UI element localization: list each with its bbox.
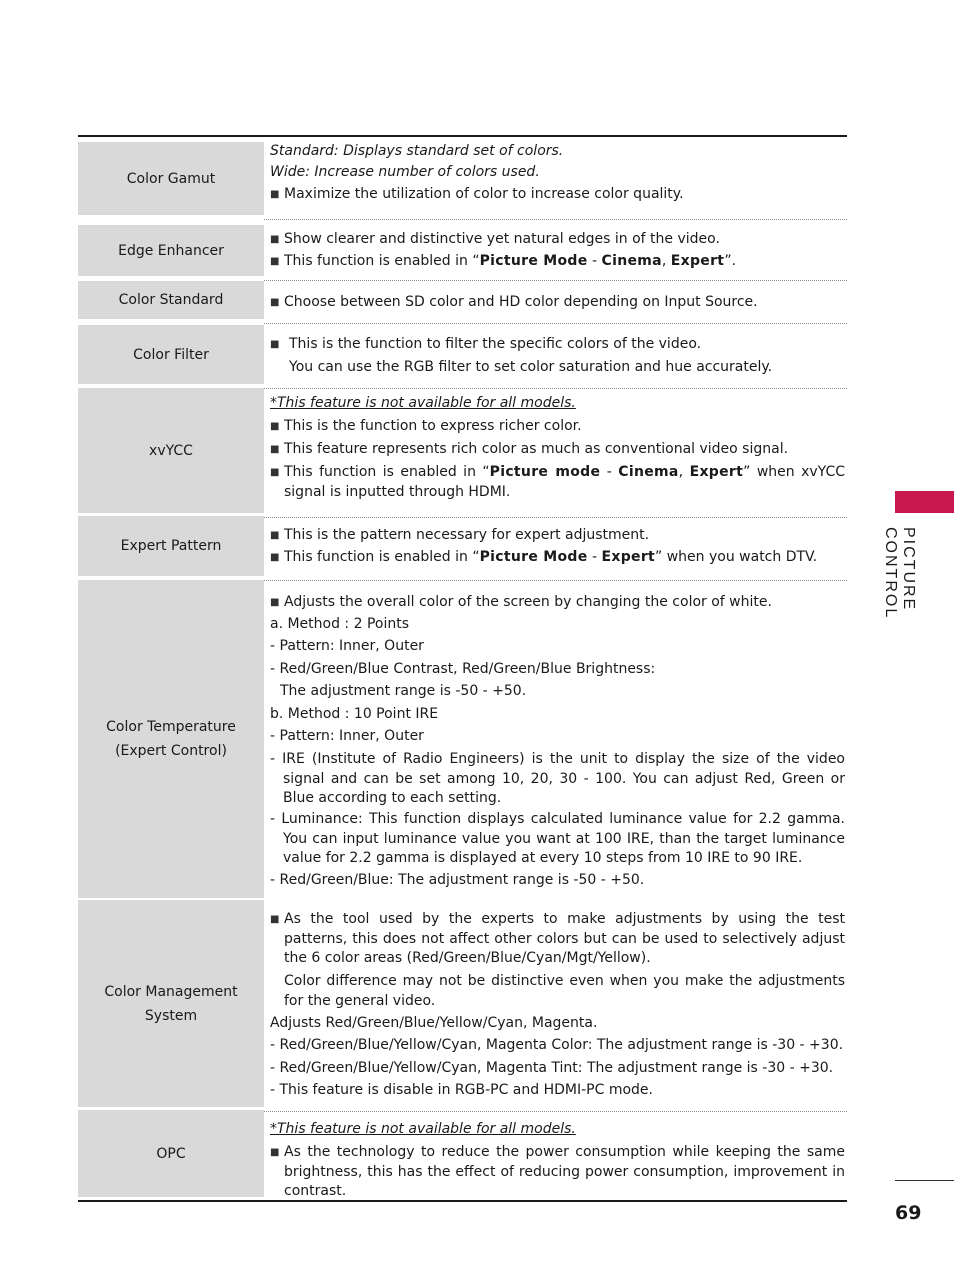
bullet-item: ■ This is the function to filter the specific colors of the video. (270, 335, 845, 355)
bullet-icon: ■ (270, 421, 280, 432)
bullet-icon: ■ (270, 467, 280, 478)
cms-adjust-text: Adjusts Red/Green/Blue/Yellow/Cyan, Magenta. (270, 1015, 598, 1031)
method-a-text: a. Method : 2 Points (270, 616, 410, 632)
row-description (270, 388, 847, 513)
row-label: xvYCC (78, 388, 264, 513)
table-bottom-rule (78, 1200, 847, 1202)
dash-item: - Red/Green/Blue/Yellow/Cyan, Magenta Color: The adjustment range is -30 - +30. (270, 1037, 844, 1053)
row-label: Color Gamut (78, 142, 264, 215)
bullet-item: ■ This feature represents rich color as much as conventional video signal. (270, 440, 845, 460)
availability-note: *This feature is not available for all models. (270, 395, 576, 411)
bullet-icon: ■ (270, 234, 280, 245)
section-tab-marker (895, 491, 954, 513)
bullet-item: ■ This function is enabled in “Picture Mode - Expert” when you watch DTV. (270, 548, 845, 568)
bullet-icon: ■ (270, 1147, 280, 1158)
bullet-icon: ■ (270, 914, 280, 925)
dash-item: - Luminance: This function displays calculated luminance value for 2.2 gamma. You can input luminance value you want at 100 IRE, than the target luminance value for 2.2 gamma is displayed at every 10 steps from 10 IRE to 90 IRE. (270, 811, 845, 866)
table-row-edge-enhancer (78, 220, 847, 281)
bullet-icon: ■ (270, 444, 280, 455)
bullet-item: ■ This is the pattern necessary for expert adjustment. (270, 526, 845, 546)
row-description (270, 325, 847, 384)
cms-note-text: Color difference may not be distinctive even when you make the adjustments for the general video. (284, 973, 845, 1009)
bullet-item: ■ This is the function to express richer color. (270, 417, 845, 437)
availability-note: *This feature is not available for all models. (270, 1121, 576, 1137)
bullet-icon: ■ (270, 297, 280, 308)
row-label: Edge Enhancer (78, 225, 264, 276)
dash-item: - IRE (Institute of Radio Engineers) is the unit to display the size of the video signal and can be set among 10, 20, 30 - 100. You can adjust Red, Green or Blue according to each setting. (270, 751, 845, 806)
bullet-icon: ■ (270, 552, 280, 563)
row-description (270, 516, 847, 576)
bullet-icon: ■ (270, 597, 280, 608)
bullet-item: ■ Show clearer and distinctive yet natural edges in of the video. (270, 230, 845, 250)
table-row-color-gamut (78, 137, 847, 220)
dash-item: - Red/Green/Blue/Yellow/Cyan, Magenta Tint: The adjustment range is -30 - +30. (270, 1060, 834, 1076)
dash-item: - Pattern: Inner, Outer (270, 728, 424, 744)
row-description (270, 142, 847, 215)
bullet-item: ■ Maximize the utilization of color to increase color quality. (270, 185, 845, 205)
page-number: 69 (895, 1202, 922, 1224)
dash-item: - Pattern: Inner, Outer (270, 638, 424, 654)
bullet-item: ■ This function is enabled in “Picture mode - Cinema, Expert” when xvYCC signal is inputted through HDMI. (270, 464, 846, 500)
table-row-opc (78, 1105, 847, 1202)
table-row-xvycc (78, 383, 847, 518)
table-row-color-temperature (78, 575, 847, 903)
row-description (270, 900, 847, 1107)
gamut-standard-text: Standard: Displays standard set of colors. (270, 143, 564, 159)
bullet-item: ■ As the technology to reduce the power consumption while keeping the same brightness, this has the effect of reducing power consumption, improvement in contrast. (270, 1144, 845, 1199)
bullet-icon: ■ (270, 339, 280, 350)
bullet-item: ■ As the tool used by the experts to make adjustments by using the test patterns, this does not affect other colors but can be used to selectively adjust the 6 color areas (Red/Green/Blue/Cyan/Mgt/Yellow). (270, 911, 845, 966)
row-label: OPC (78, 1110, 264, 1197)
table-row-expert-pattern (78, 511, 847, 581)
bullet-icon: ■ (270, 256, 280, 267)
row-label: Expert Pattern (78, 516, 264, 576)
method-b-text: b. Method : 10 Point IRE (270, 706, 439, 722)
bullet-icon: ■ (270, 189, 280, 200)
section-tab-label: PICTURE CONTROL (882, 527, 917, 620)
dash-item: - Red/Green/Blue: The adjustment range is -50 - +50. (270, 872, 645, 888)
bullet-item: ■ This function is enabled in “Picture Mode - Cinema, Expert”. (270, 252, 845, 272)
bullet-item: ■ Choose between SD color and HD color depending on Input Source. (270, 293, 845, 313)
row-description (270, 580, 847, 898)
table-row-color-filter (78, 320, 847, 389)
row-description (270, 281, 847, 319)
bullet-item: ■ Adjusts the overall color of the screen by changing the color of white. (270, 593, 845, 613)
range-text: The adjustment range is -50 - +50. (280, 683, 527, 699)
row-description (270, 1110, 847, 1197)
table-row-color-management-system (78, 895, 847, 1112)
gamut-wide-text: Wide: Increase number of colors used. (270, 164, 540, 180)
row-label: Color Temperature (Expert Control) (78, 580, 264, 898)
filter-detail-text: You can use the RGB filter to set color saturation and hue accurately. (289, 359, 773, 375)
row-description (270, 225, 847, 276)
row-label: Color Standard (78, 281, 264, 319)
dash-item: - Red/Green/Blue Contrast, Red/Green/Blue Brightness: (270, 661, 656, 677)
table-row-color-standard (78, 276, 847, 324)
row-label: Color Filter (78, 325, 264, 384)
bullet-icon: ■ (270, 530, 280, 541)
row-label: Color Management System (78, 900, 264, 1107)
dash-item: - This feature is disable in RGB-PC and HDMI-PC mode. (270, 1082, 653, 1098)
page-number-rule (895, 1180, 954, 1181)
